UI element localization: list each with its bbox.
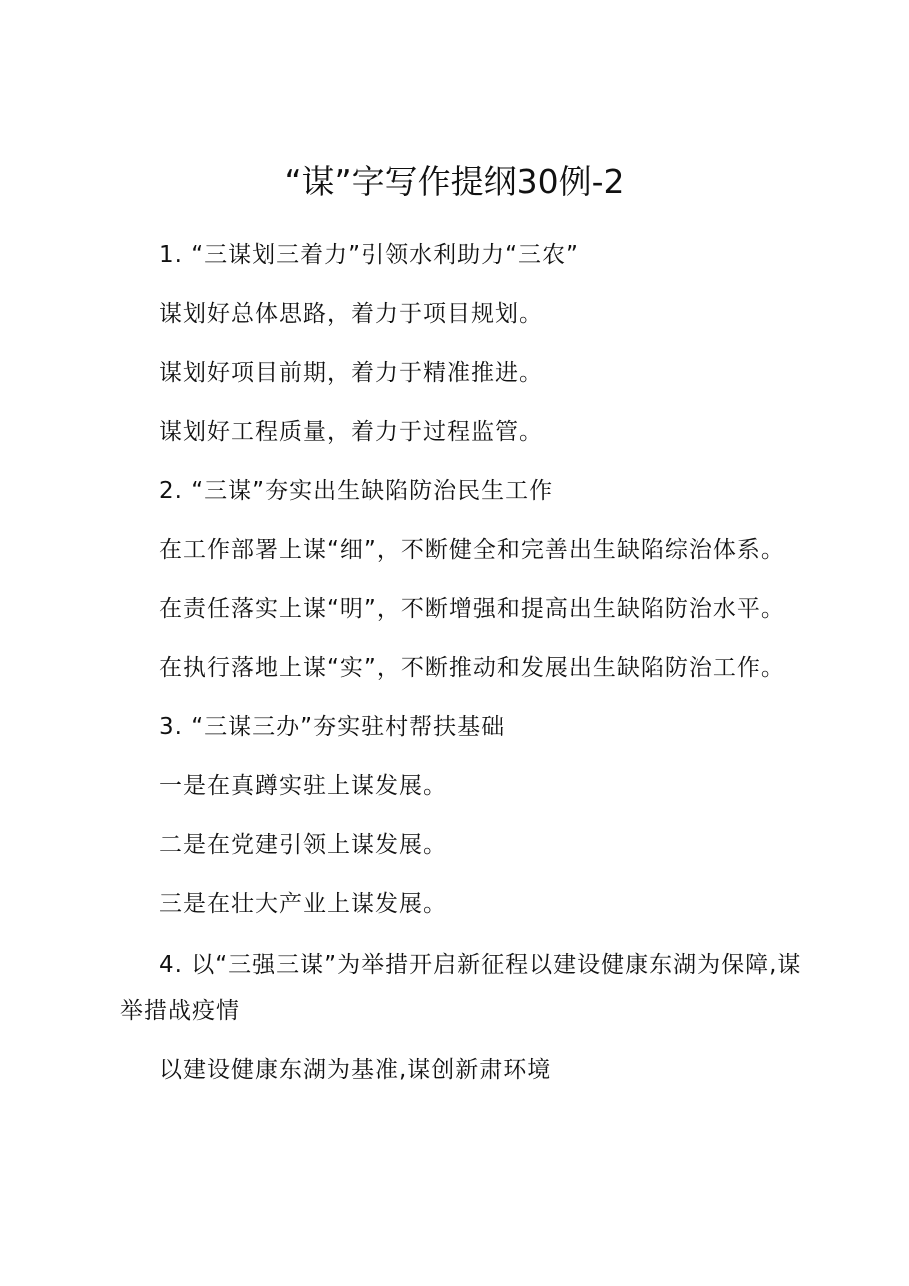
paragraph-line: 谋划好项目前期，着力于精准推进。 (159, 360, 543, 386)
section-heading-4-continuation: 举措战疫情 (120, 998, 240, 1024)
paragraph-line: 以建设健康东湖为基准,谋创新肃环境 (159, 1057, 552, 1083)
section-heading-4: 4. 以“三强三谋”为举措开启新征程以建设健康东湖为保障,谋 (159, 952, 802, 978)
section-heading-1: 1. “三谋划三着力”引领水利助力“三农” (159, 242, 579, 268)
paragraph-line: 谋划好总体思路，着力于项目规划。 (159, 301, 543, 327)
paragraph-line: 谋划好工程质量，着力于过程监管。 (159, 419, 543, 445)
paragraph-line: 在执行落地上谋“实”，不断推动和发展出生缺陷防治工作。 (159, 655, 785, 681)
paragraph-line: 一是在真蹲实驻上谋发展。 (159, 773, 447, 799)
section-heading-3: 3. “三谋三办”夯实驻村帮扶基础 (159, 714, 506, 740)
paragraph-line: 在责任落实上谋“明”，不断增强和提高出生缺陷防治水平。 (159, 596, 785, 622)
paragraph-line: 在工作部署上谋“细”，不断健全和完善出生缺陷综治体系。 (159, 537, 785, 563)
section-heading-2: 2. “三谋”夯实出生缺陷防治民生工作 (159, 478, 554, 504)
paragraph-line: 二是在党建引领上谋发展。 (159, 832, 447, 858)
paragraph-line: 三是在壮大产业上谋发展。 (159, 891, 447, 917)
document-title: “谋”字写作提纲30例-2 (284, 162, 625, 201)
